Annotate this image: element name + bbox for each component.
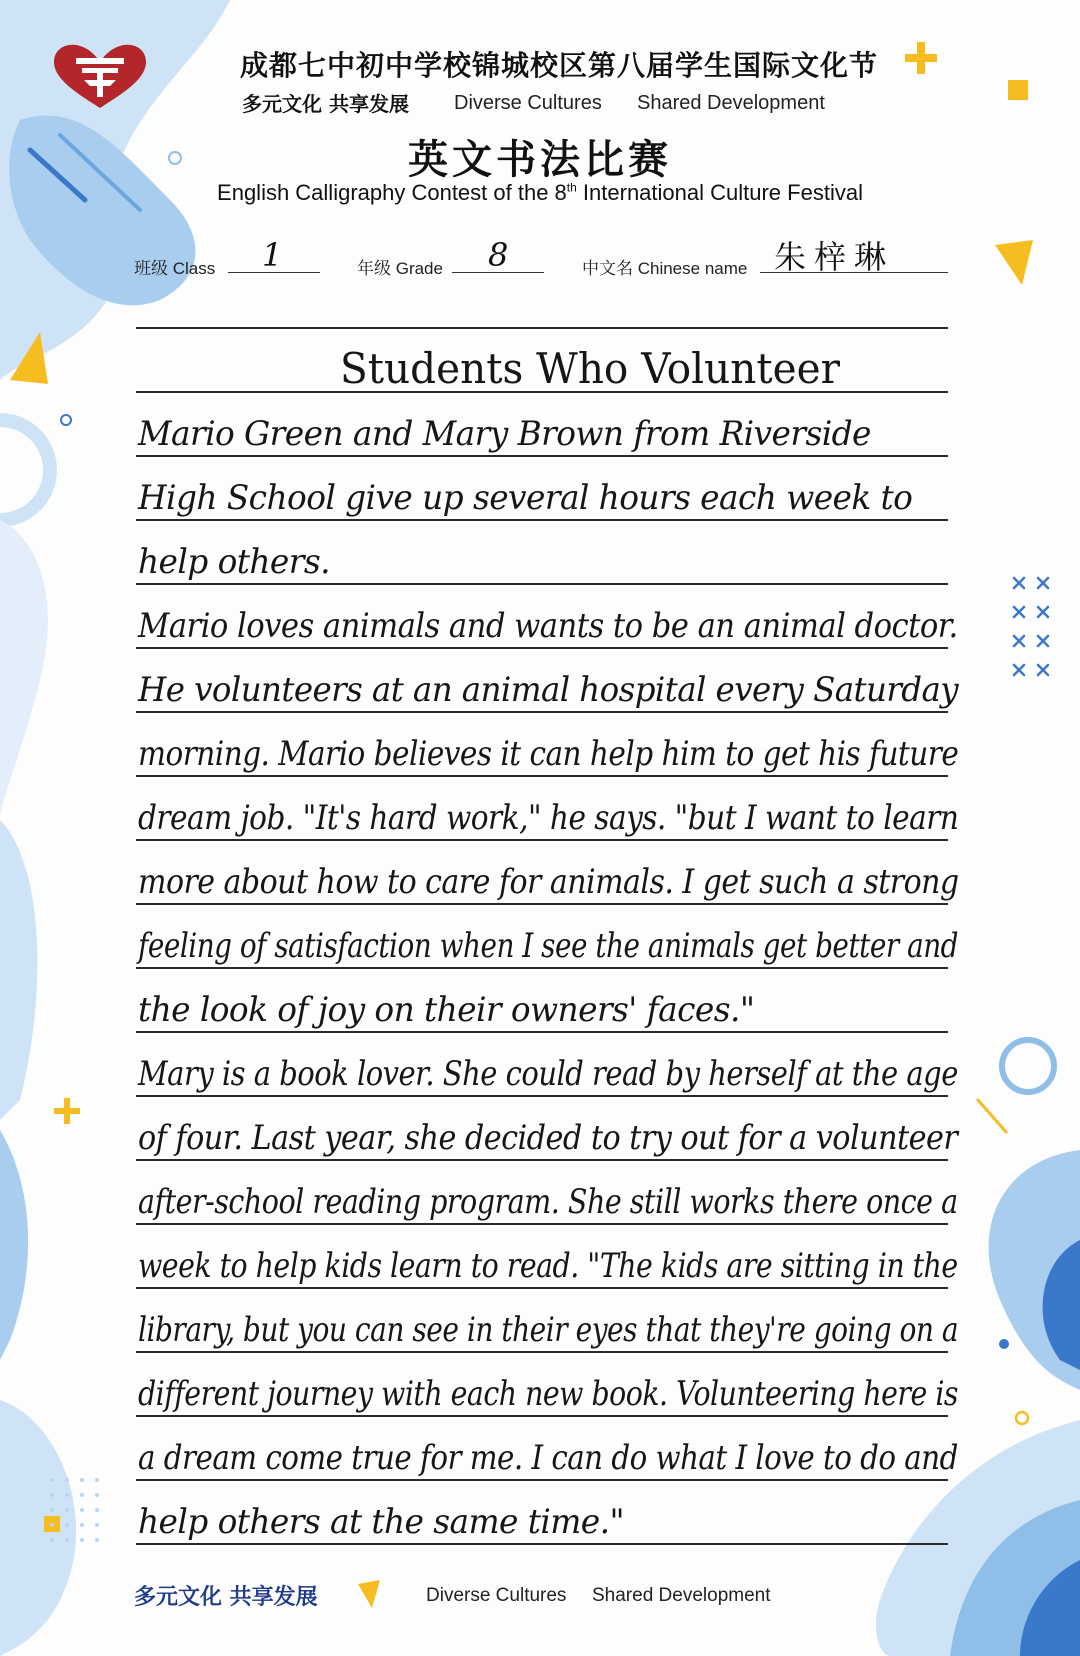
ruled-line (136, 1223, 948, 1225)
grade-label: 年级 Grade (357, 259, 443, 278)
ruled-line (136, 839, 948, 841)
ruled-line (136, 711, 948, 713)
essay-line: He volunteers at an animal hospital every Saturday (138, 670, 959, 710)
ruled-line (136, 1415, 948, 1417)
chinese-name-label: 中文名 Chinese name (582, 259, 748, 278)
ruled-line (136, 583, 948, 585)
school-logo (50, 40, 150, 110)
ruled-line (136, 1287, 948, 1289)
ruled-line (136, 1351, 948, 1353)
ruled-line (136, 327, 948, 329)
ruled-line (136, 1031, 948, 1033)
essay-title: Students Who Volunteer (340, 344, 840, 393)
contest-title-en-ordinal: th (566, 180, 577, 195)
grade-value: 8 (488, 236, 509, 274)
essay-line: help others. (138, 542, 330, 582)
essay-line: library, but you can see in their eyes that they're going on a (138, 1310, 959, 1350)
essay-line: Mario loves animals and wants to be an animal doctor. (138, 606, 958, 646)
ruled-line (136, 775, 948, 777)
festival-motto-en-1: Diverse Cultures (454, 92, 602, 114)
ruled-line (136, 647, 948, 649)
essay-line: different journey with each new book. Volunteering here is (138, 1374, 958, 1414)
contest-title-en-main: English Calligraphy Contest of the 8 (217, 180, 567, 205)
contest-title-en-rest: International Culture Festival (576, 180, 863, 205)
essay-line: the look of joy on their owners' faces." (138, 990, 755, 1030)
ruled-line (136, 519, 948, 521)
footer-motto-en-1: Diverse Cultures (426, 1585, 567, 1606)
contest-title-cn: 英文书法比赛 (408, 137, 672, 183)
ruled-line (136, 1543, 948, 1545)
festival-motto-cn: 多元文化 共享发展 (242, 92, 409, 116)
essay-line: morning. Mario believes it can help him to get his future (138, 734, 959, 774)
class-value: 1 (262, 236, 283, 274)
festival-title: 成都七中初中学校锦城校区第八届学生国际文化节 (240, 49, 879, 82)
essay-line: feeling of satisfaction when I see the animals get better and (138, 926, 959, 966)
class-label: 班级 Class (134, 259, 216, 278)
essay-line: a dream come true for me. I can do what I love to do and (138, 1438, 958, 1478)
essay-line: more about how to care for animals. I get such a strong (138, 862, 959, 902)
chinese-name-value: 朱梓琳 (774, 238, 895, 276)
essay-line: help others at the same time." (138, 1502, 624, 1542)
ruled-line (136, 967, 948, 969)
contest-title-en (0, 180, 1080, 206)
footer-motto-cn: 多元文化 共享发展 (134, 1585, 318, 1610)
festival-motto-en-2: Shared Development (637, 92, 825, 114)
ruled-line (136, 455, 948, 457)
ruled-line (136, 903, 948, 905)
essay-line: week to help kids learn to read. "The kids are sitting in the (138, 1246, 958, 1286)
ruled-line (136, 1479, 948, 1481)
ruled-line (136, 1095, 948, 1097)
essay-line: Mario Green and Mary Brown from Riverside (138, 414, 871, 454)
essay-line: High School give up several hours each week to (138, 478, 913, 518)
ruled-line (136, 1159, 948, 1161)
footer-motto-en-2: Shared Development (592, 1585, 771, 1606)
essay-line: Mary is a book lover. She could read by herself at the age (138, 1054, 958, 1094)
essay-line: after-school reading program. She still works there once a (138, 1182, 958, 1222)
essay-line: of four. Last year, she decided to try out for a volunteer (138, 1118, 958, 1158)
essay-line: dream job. "It's hard work," he says. "but I want to learn (138, 798, 959, 838)
